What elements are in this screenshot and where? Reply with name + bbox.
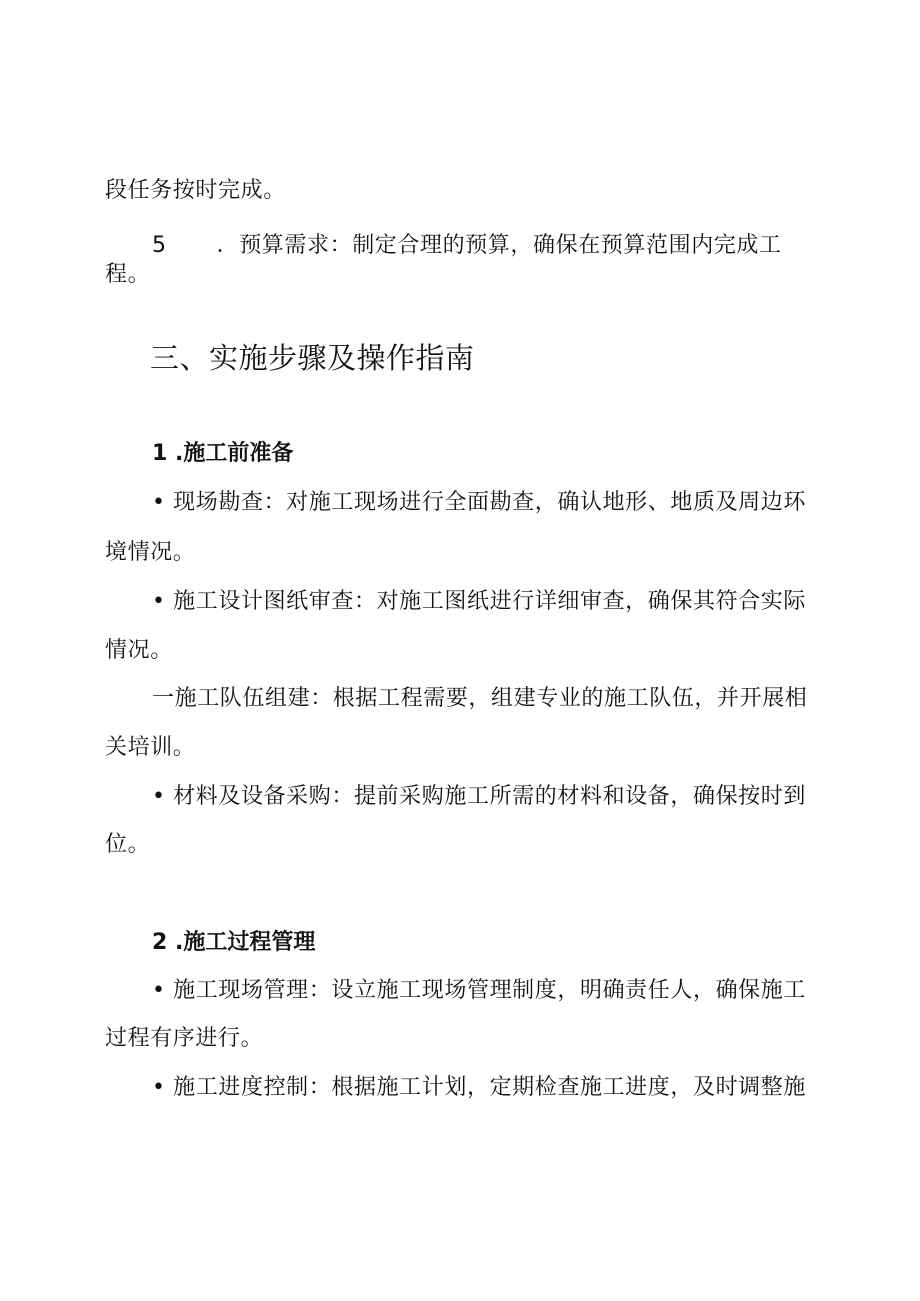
bullet-item-5-line2: 过程有序进行。 (105, 1026, 264, 1051)
section-title: 三、实施步骤及操作指南 (150, 341, 475, 375)
bullet-item-5-line1: • 施工现场管理：设立施工现场管理制度，明确责任人，确保施工 (152, 978, 806, 1003)
subsection-title-1: 1 .施工前准备 (152, 441, 294, 466)
bullet-item-3-line1: 一施工队伍组建：根据工程需要，组建专业的施工队伍，并开展相 (152, 686, 808, 711)
bullet-item-4-line1: • 材料及设备采购：提前采购施工所需的材料和设备，确保按时到 (152, 784, 806, 809)
bullet-item-3-line2: 关培训。 (105, 735, 196, 760)
list-item-text: ．预算需求：制定合理的预算，确保在预算范围内完成工 (216, 233, 782, 258)
bullet-item-2-line2: 情况。 (105, 638, 173, 663)
bullet-item-4-line2: 位。 (105, 832, 151, 857)
bullet-item-1-line2: 境情况。 (105, 540, 196, 565)
bullet-item-2-line1: • 施工设计图纸审查：对施工图纸进行详细审查，确保其符合实际 (152, 589, 806, 614)
bullet-item-1-line1: • 现场勘查：对施工现场进行全面勘查，确认地形、地质及周边环 (152, 490, 806, 515)
list-item-number: 5 (152, 233, 167, 258)
bullet-item-6-line1: • 施工进度控制：根据施工计划，定期检查施工进度，及时调整施 (152, 1075, 806, 1100)
list-item-5 (152, 231, 782, 261)
subsection-title-2: 2 .施工过程管理 (152, 930, 316, 955)
list-item-5-continuation: 程。 (105, 262, 151, 287)
paragraph-continuation: 段任务按时完成。 (105, 178, 286, 203)
